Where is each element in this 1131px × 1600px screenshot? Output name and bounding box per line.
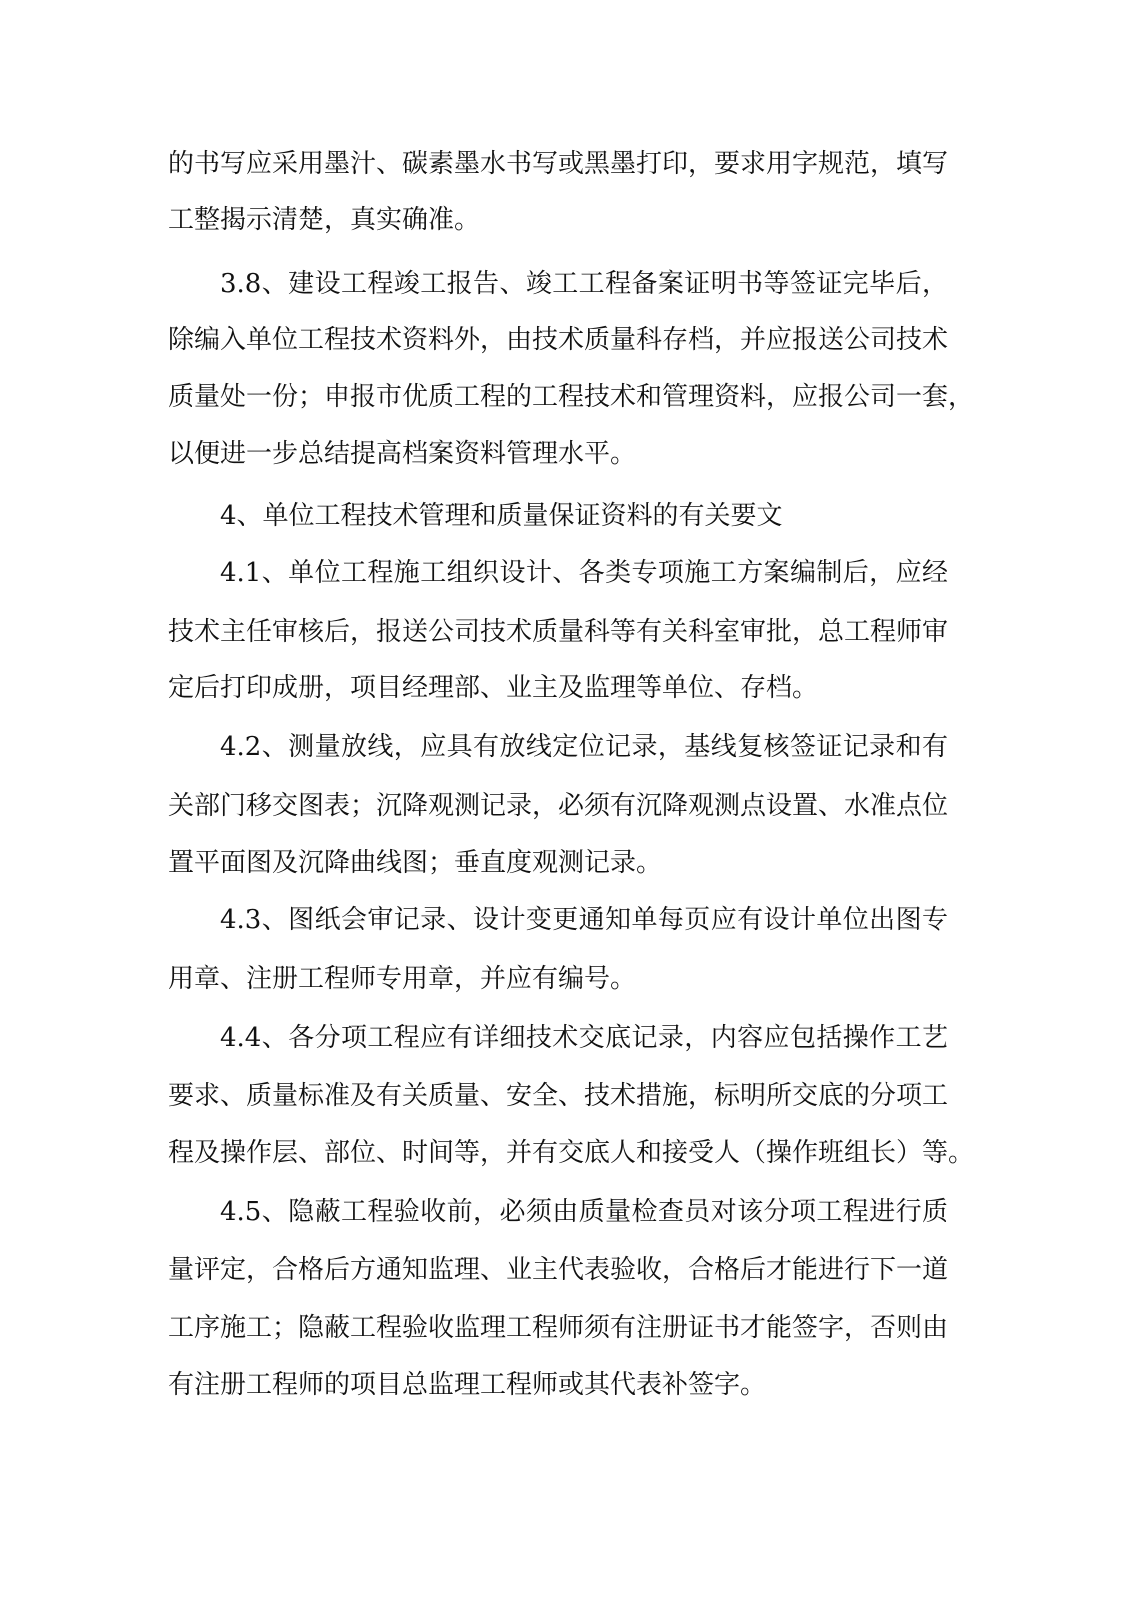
paragraph-4-1-line: 4.1、单位工程施工组织设计、各类专项施工方案编制后，应经 <box>220 558 948 588</box>
text-line: 工序施工；隐蔽工程验收监理工程师须有注册证书才能签字，否则由 <box>168 1313 949 1343</box>
text-line: 质量处一份；申报市优质工程的工程技术和管理资料，应报公司一套， <box>168 382 975 412</box>
paragraph-4-4-line: 4.4、各分项工程应有详细技术交底记录，内容应包括操作工艺 <box>220 1023 948 1053</box>
paragraph-4-3-line: 4.3、图纸会审记录、设计变更通知单每页应有设计单位出图专 <box>220 905 948 935</box>
text-line: 除编入单位工程技术资料外，由技术质量科存档，并应报送公司技术 <box>168 325 949 355</box>
text-line: 关部门移交图表；沉降观测记录，必须有沉降观测点设置、水准点位 <box>168 791 949 821</box>
section-4-heading: 4、单位工程技术管理和质量保证资料的有关要文 <box>220 501 783 531</box>
text-line: 量评定，合格后方通知监理、业主代表验收，合格后才能进行下一道 <box>168 1255 949 1285</box>
text-line: 用章、注册工程师专用章，并应有编号。 <box>168 964 637 994</box>
text-line: 技术主任审核后，报送公司技术质量科等有关科室审批，总工程师审 <box>168 617 949 647</box>
text-line: 有注册工程师的项目总监理工程师或其代表补签字。 <box>168 1370 767 1400</box>
text-line: 程及操作层、部位、时间等，并有交底人和接受人（操作班组长）等。 <box>168 1138 975 1168</box>
text-line: 以便进一步总结提高档案资料管理水平。 <box>168 439 637 469</box>
text-line: 的书写应采用墨汁、碳素墨水书写或黑墨打印，要求用字规范，填写 <box>168 149 949 179</box>
paragraph-3-8-line: 3.8、建设工程竣工报告、竣工工程备案证明书等签证完毕后， <box>220 269 948 299</box>
text-line: 定后打印成册，项目经理部、业主及监理等单位、存档。 <box>168 673 819 703</box>
text-line: 要求、质量标准及有关质量、安全、技术措施，标明所交底的分项工 <box>168 1081 949 1111</box>
paragraph-4-2-line: 4.2、测量放线，应具有放线定位记录，基线复核签证记录和有 <box>220 732 948 762</box>
text-line: 置平面图及沉降曲线图；垂直度观测记录。 <box>168 848 663 878</box>
text-line: 工整揭示清楚，真实确准。 <box>168 205 481 235</box>
paragraph-4-5-line: 4.5、隐蔽工程验收前，必须由质量检查员对该分项工程进行质 <box>220 1197 948 1227</box>
